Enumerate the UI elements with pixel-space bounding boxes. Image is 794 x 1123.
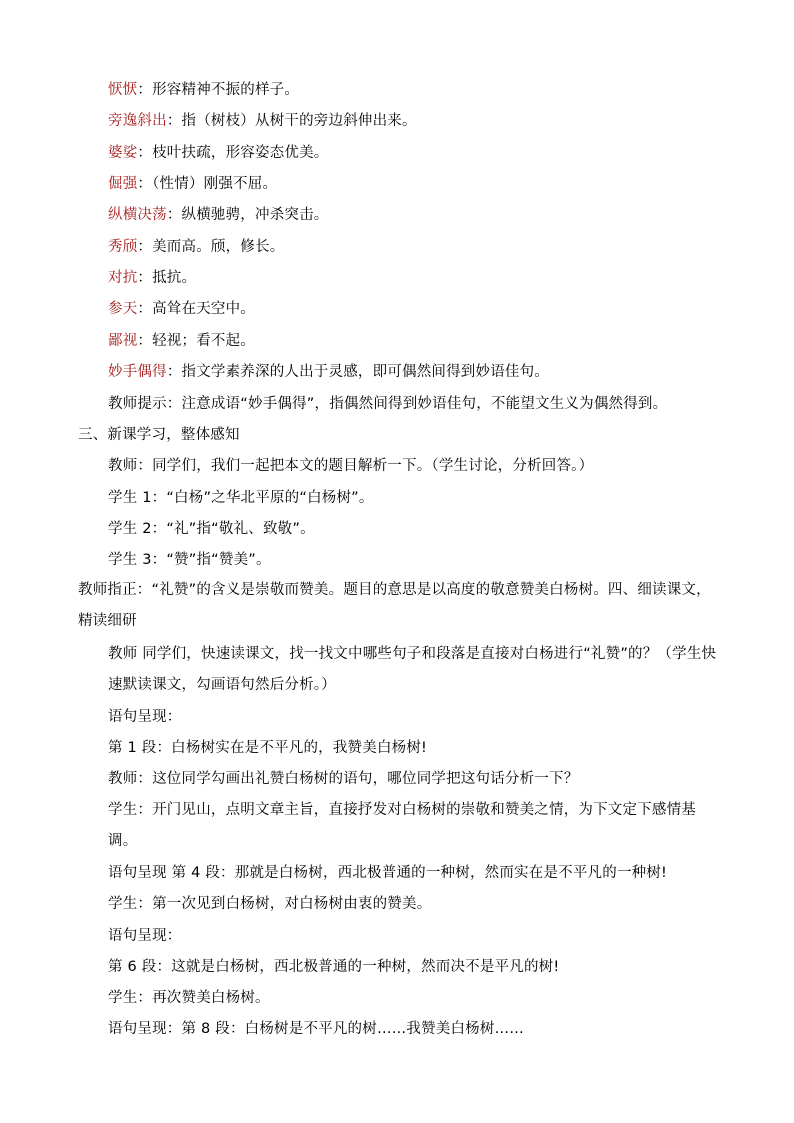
teacher-line: 教师：这位同学勾画出礼赞白杨树的语句，哪位同学把这句话分析一下？: [108, 771, 579, 787]
student-line: 学生 2：“礼”指“敬礼、致敬”。: [108, 521, 315, 537]
section-heading: 三、新课学习，整体感知: [78, 427, 240, 443]
vocab-definition: ：高耸在天空中。: [137, 301, 256, 317]
vocab-item: [108, 143, 329, 163]
teacher-line: 教师：同学们，我们一起把本文的题目解析一下。（学生讨论，分析回答。）: [108, 458, 594, 474]
vocab-item: [108, 111, 417, 131]
vocab-item: [108, 331, 255, 351]
quote-text: 语句呈现：第 8 段：白杨树是不平凡的树……我赞美白杨树……: [108, 1021, 524, 1037]
vocab-term: 鄙视: [108, 333, 138, 349]
student-line: 学生 3：“赞”指“赞美”。: [108, 552, 271, 568]
student-line: 学生：再次赞美白杨树。: [108, 990, 270, 1006]
vocab-item: [108, 362, 549, 382]
vocab-definition: ：枝叶扶疏，形容姿态优美。: [137, 145, 329, 161]
vocab-item: [108, 268, 196, 288]
teacher-line: 教师 同学们，快速读课文，找一找文中哪些句子和段落是直接对白杨进行“礼赞”的？（学生快速默读课文，勾画语句然后分析。）: [108, 646, 717, 693]
vocab-definition: ：抵抗。: [137, 270, 197, 286]
quote-text: 第 6 段：这就是白杨树，西北极普通的一种树，然而决不是平凡的树!: [108, 959, 560, 975]
vocab-term: 妙手偶得: [108, 364, 167, 380]
student-line: 学生：第一次见到白杨树，对白杨树由衷的赞美。: [108, 896, 432, 912]
vocab-item: [108, 174, 277, 194]
quote-label: 语句呈现：: [108, 928, 182, 944]
student-line: 学生 1：“白杨”之华北平原的“白杨树”。: [108, 490, 374, 506]
vocab-definition: ：指文学素养深的人出于灵感，即可偶然间得到妙语佳句。: [166, 364, 550, 380]
vocab-definition: ：（性情）刚强不屈。: [137, 176, 278, 192]
student-line: 学生：开门见山，点明文章主旨，直接抒发对白杨树的崇敬和赞美之情，为下文定下感情基调。: [108, 802, 696, 849]
vocab-item: [108, 237, 284, 257]
vocab-term: 纵横决荡: [108, 207, 167, 223]
vocab-term: 参天: [108, 301, 138, 317]
vocab-definition: ：纵横驰骋，冲杀突击。: [166, 207, 329, 223]
vocab-term: 秀颀: [108, 239, 138, 255]
vocab-item: [108, 299, 255, 319]
teacher-correction: 教师指正：“礼赞”的含义是崇敬而赞美。题目的意思是以高度的敬意赞美白杨树。四、细读课文，精读细研: [78, 582, 711, 629]
vocab-definition: ：形容精神不振的样子。: [137, 82, 300, 98]
quote-label: 语句呈现：: [108, 709, 182, 725]
quote-text: 语句呈现 第 4 段：那就是白杨树，西北极普通的一种树，然而实在是不平凡的一种树!: [108, 865, 668, 881]
vocab-term: 倔强: [108, 176, 138, 192]
vocab-term: 对抗: [108, 270, 138, 286]
teacher-tip: 教师提示：注意成语“妙手偶得”，指偶然间得到妙语佳句，不能望文生义为偶然得到。: [108, 396, 668, 412]
vocab-term: 旁逸斜出: [108, 113, 167, 129]
vocab-term: 恹恹: [108, 82, 138, 98]
vocab-definition: ：美而高。颀，修长。: [137, 239, 285, 255]
vocab-item: [108, 205, 329, 225]
vocab-item: [108, 80, 299, 100]
vocab-definition: ：指（树枝）从树干的旁边斜伸出来。: [166, 113, 417, 129]
quote-text: 第 1 段：白杨树实在是不平凡的，我赞美白杨树!: [108, 740, 428, 756]
vocab-definition: ：轻视；看不起。: [137, 333, 256, 349]
vocab-term: 婆娑: [108, 145, 138, 161]
